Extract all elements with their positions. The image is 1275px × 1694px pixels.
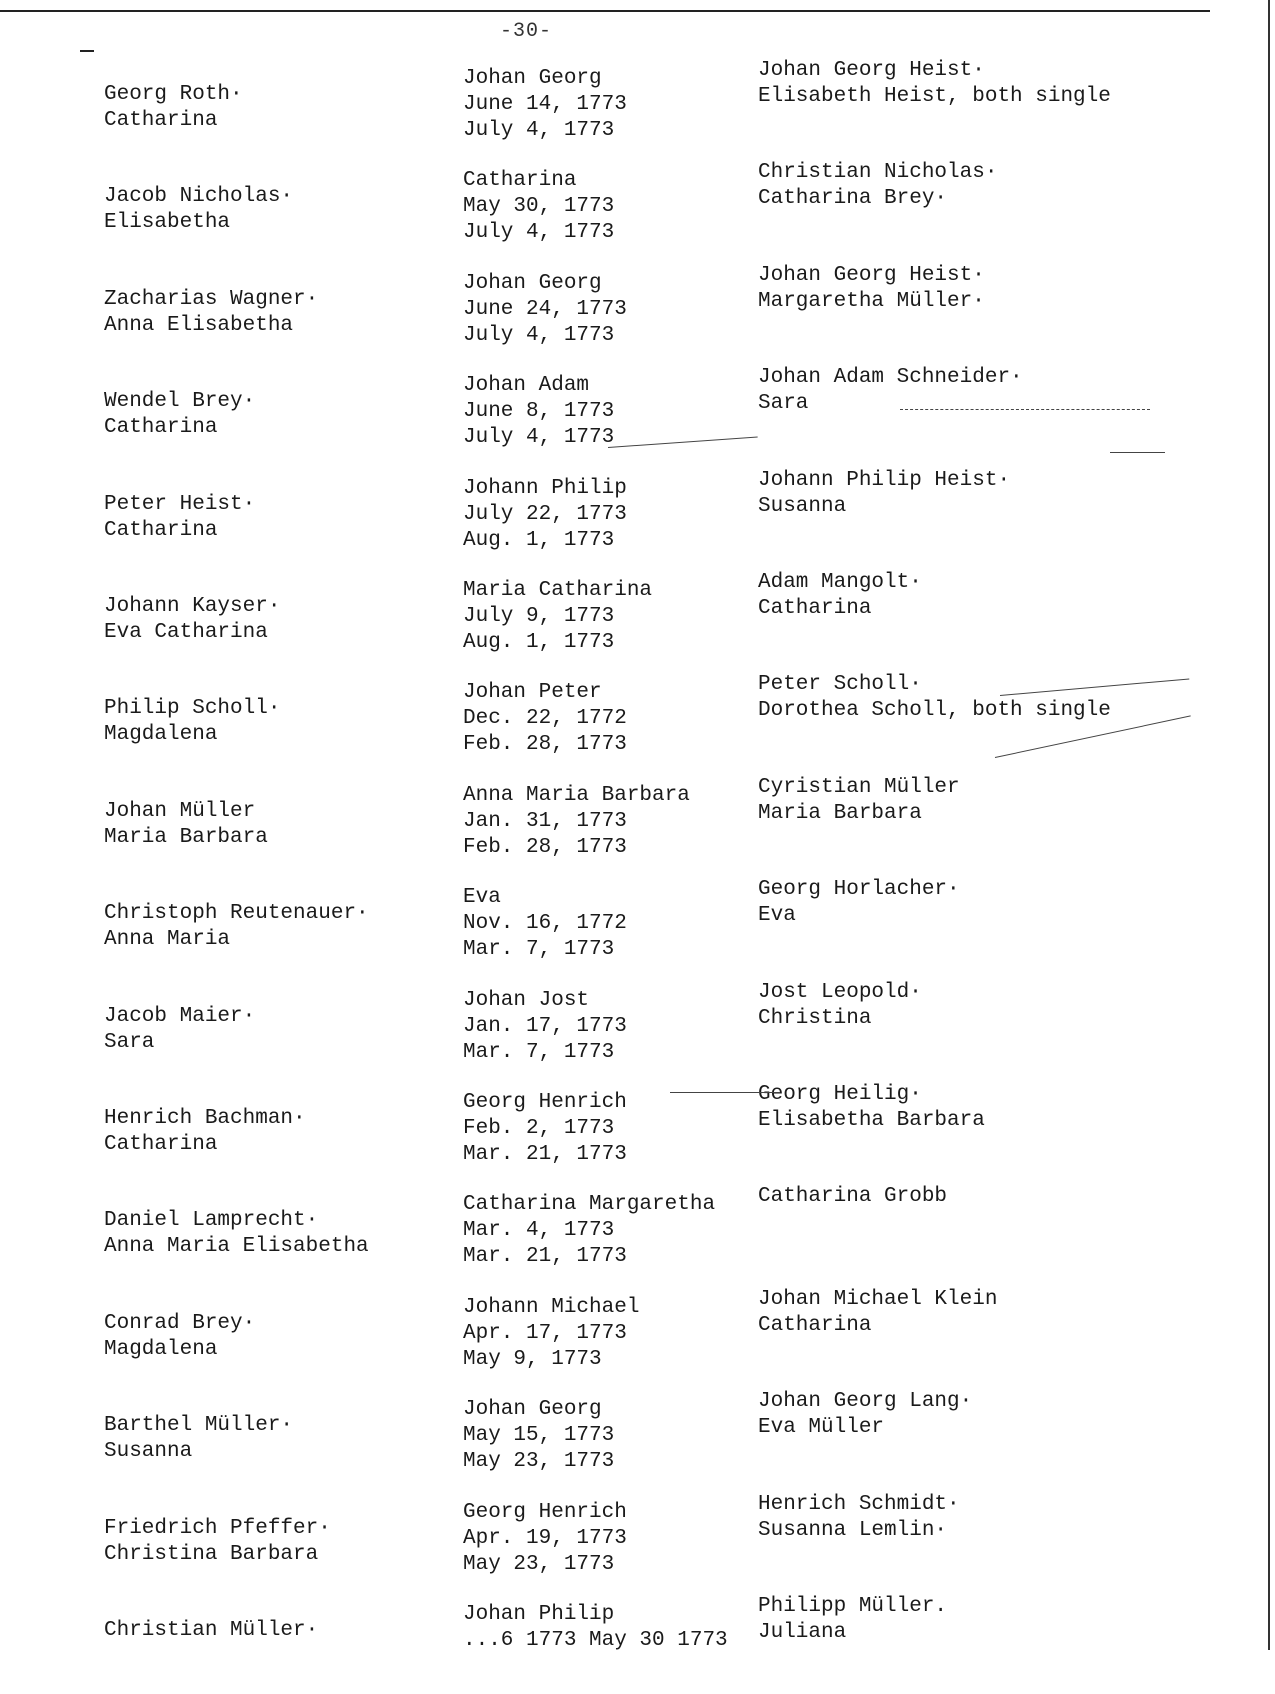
sponsor-name: Catharina Grobb: [758, 1185, 948, 1209]
register-entry: [0, 263, 1275, 363]
pen-stroke: [670, 1092, 780, 1093]
child-name: Johann Michael: [463, 1295, 640, 1319]
birth-date: Dec. 22, 1772: [463, 707, 627, 731]
sponsor-name: Dorothea Scholl, both single: [758, 699, 1111, 723]
sponsors: [758, 1184, 947, 1210]
birth-date: June 14, 1773: [463, 93, 627, 116]
sponsor-name: Johan Georg Heist·: [758, 263, 985, 287]
child-name: Johan Georg: [463, 271, 602, 295]
sponsors: [758, 570, 922, 622]
sponsors: [758, 672, 1111, 724]
baptism-date: Feb. 28, 1773: [463, 733, 627, 757]
margin-mark: [80, 50, 94, 52]
child: [463, 373, 614, 451]
parents: [104, 799, 268, 851]
sponsors: [758, 468, 1010, 520]
child: [463, 783, 690, 861]
child: [463, 168, 614, 246]
sponsor-name: Juliana: [758, 1621, 847, 1644]
birth-date: Jan. 17, 1773: [463, 1014, 627, 1038]
sponsors: [758, 1594, 947, 1646]
mother-name: Sara: [104, 1030, 155, 1054]
sponsor-name: Johan Georg Heist·: [758, 59, 985, 82]
register-entry: [0, 160, 1275, 260]
child: [463, 1295, 639, 1373]
birth-date: Nov. 16, 1772: [463, 912, 627, 936]
father-name: Wendel Brey·: [104, 390, 256, 414]
parents: [104, 1516, 331, 1568]
birth-date: July 9, 1773: [463, 605, 615, 628]
mother-name: Magdalena: [104, 1337, 218, 1361]
baptism-date: July 4, 1773: [463, 221, 615, 245]
sponsors: [758, 1082, 985, 1134]
sponsors: [758, 58, 1111, 110]
parents: [104, 1208, 369, 1260]
child: [463, 1500, 627, 1578]
sponsor-name: Christian Nicholas·: [758, 161, 998, 185]
sponsors: [758, 980, 922, 1032]
parents: [104, 1106, 306, 1158]
father-name: Philip Scholl·: [104, 697, 281, 721]
parents: [104, 492, 255, 544]
father-name: Johann Kayser·: [104, 595, 281, 618]
sponsor-name: Georg Horlacher·: [758, 878, 960, 902]
mother-name: Christina Barbara: [104, 1542, 319, 1566]
mother-name: Maria Barbara: [104, 825, 268, 849]
birth-date: July 22, 1773: [463, 502, 627, 526]
sponsors: [758, 263, 985, 315]
baptism-date: May 23, 1773: [463, 1552, 615, 1576]
sponsor-name: Johan Georg Lang·: [758, 1390, 973, 1414]
child: [463, 1090, 627, 1168]
baptism-date: July 4, 1773: [463, 426, 615, 450]
baptism-date: May 23, 1773: [463, 1450, 615, 1474]
baptism-date: Aug. 1, 1773: [463, 631, 615, 654]
sponsor-name: Christina: [758, 1006, 872, 1030]
child: [463, 1397, 614, 1475]
sponsor-name: Henrich Schmidt·: [758, 1492, 960, 1516]
sponsor-name: Johan Michael Klein: [758, 1287, 998, 1311]
father-name: Zacharias Wagner·: [104, 287, 319, 311]
mother-name: Elisabetha: [104, 211, 231, 235]
sponsor-name: Adam Mangolt·: [758, 571, 922, 594]
sponsor-name: Susanna Lemlin·: [758, 1518, 948, 1542]
sponsor-name: Georg Heilig·: [758, 1083, 922, 1106]
pen-stroke: [900, 409, 1150, 410]
father-name: Johan Müller: [104, 799, 256, 823]
child-name: Catharina Margaretha: [463, 1193, 716, 1217]
child: [463, 1602, 728, 1654]
sponsor-name: Eva: [758, 904, 796, 928]
father-name: Christian Müller·: [104, 1619, 319, 1642]
register-entry: [0, 468, 1275, 568]
sponsors: [758, 775, 960, 827]
parents: [104, 389, 255, 441]
child: [463, 680, 627, 758]
sponsor-name: Maria Barbara: [758, 801, 922, 825]
child-name: Eva: [463, 886, 501, 910]
father-name: Jacob Maier·: [104, 1004, 256, 1028]
sponsor-name: Johann Philip Heist·: [758, 468, 1011, 492]
parents: [104, 287, 318, 339]
parents: [104, 594, 280, 646]
child: [463, 578, 652, 656]
sponsor-name: Cyristian Müller: [758, 775, 960, 799]
child: [463, 1192, 715, 1270]
baptism-date: July 4, 1773: [463, 119, 615, 142]
parents: [104, 696, 280, 748]
sponsors: [758, 160, 997, 212]
child-name: Georg Henrich: [463, 1091, 627, 1114]
birth-date: May 15, 1773: [463, 1424, 615, 1448]
register-entry: [0, 775, 1275, 875]
sponsor-name: Susanna: [758, 494, 847, 518]
register-entry: [0, 58, 1275, 158]
sponsor-name: Elisabetha Barbara: [758, 1109, 985, 1132]
mother-name: Catharina: [104, 1133, 218, 1156]
child-name: Johan Georg: [463, 67, 602, 90]
father-name: Christoph Reutenauer·: [104, 902, 369, 926]
baptism-date: Mar. 7, 1773: [463, 1040, 615, 1064]
register-entry: [0, 980, 1275, 1080]
sponsor-name: Catharina: [758, 1313, 872, 1337]
page-number: -30-: [500, 20, 553, 43]
baptism-date: Mar. 21, 1773: [463, 1245, 627, 1269]
birth-date: Apr. 17, 1773: [463, 1321, 627, 1345]
register-entry: [0, 1184, 1275, 1284]
father-name: Conrad Brey·: [104, 1311, 256, 1335]
father-name: Friedrich Pfeffer·: [104, 1516, 331, 1540]
birth-date: Apr. 19, 1773: [463, 1526, 627, 1550]
register-entry: [0, 1594, 1275, 1694]
birth-date: Mar. 4, 1773: [463, 1219, 615, 1243]
sponsor-name: Catharina: [758, 597, 872, 620]
register-entry: [0, 1287, 1275, 1387]
child-name: Johan Philip: [463, 1603, 615, 1626]
sponsor-name: Margaretha Müller·: [758, 289, 985, 313]
sponsor-name: Catharina Brey·: [758, 187, 948, 211]
child-name: Georg Henrich: [463, 1500, 627, 1524]
baptism-date: Feb. 28, 1773: [463, 835, 627, 859]
child-name: Maria Catharina: [463, 579, 653, 602]
birth-date: Feb. 2, 1773: [463, 1117, 615, 1140]
mother-name: Catharina: [104, 416, 218, 440]
mother-name: Anna Elisabetha: [104, 313, 294, 337]
birth-date: May 30, 1773: [463, 195, 615, 219]
parents: [104, 901, 369, 953]
baptism-date: Mar. 21, 1773: [463, 1143, 627, 1166]
birth-date: June 24, 1773: [463, 297, 627, 321]
child-name: Johan Adam: [463, 374, 590, 398]
sponsor-name: Sara: [758, 392, 809, 416]
sponsor-name: Eva Müller: [758, 1416, 885, 1440]
sponsor-name: Elisabeth Heist, both single: [758, 85, 1111, 108]
mother-name: Susanna: [104, 1440, 193, 1464]
register-entry: [0, 570, 1275, 670]
baptism-date: Aug. 1, 1773: [463, 528, 615, 552]
parents: [104, 184, 293, 236]
mother-name: Anna Maria Elisabetha: [104, 1235, 369, 1259]
father-name: Henrich Bachman·: [104, 1107, 306, 1130]
sponsor-name: Johan Adam Schneider·: [758, 366, 1023, 390]
child-name: Johan Jost: [463, 988, 590, 1012]
sponsors: [758, 877, 960, 929]
mother-name: Catharina: [104, 109, 218, 132]
father-name: Jacob Nicholas·: [104, 185, 294, 209]
baptism-date: May 9, 1773: [463, 1347, 602, 1371]
child-name: Anna Maria Barbara: [463, 783, 690, 807]
child-name: Johan Peter: [463, 681, 602, 705]
sponsors: [758, 1287, 997, 1339]
mother-name: Eva Catharina: [104, 621, 268, 644]
mother-name: Anna Maria: [104, 928, 231, 952]
mother-name: Catharina: [104, 518, 218, 542]
child: [463, 988, 627, 1066]
parents: [104, 1618, 318, 1644]
child: [463, 66, 627, 144]
sponsor-name: Philipp Müller.: [758, 1595, 948, 1618]
top-rule: [0, 10, 1210, 12]
father-name: Georg Roth·: [104, 83, 243, 106]
parents: [104, 1311, 255, 1363]
child-name: Catharina: [463, 169, 577, 193]
sponsors: [758, 1389, 972, 1441]
birth-date: Jan. 31, 1773: [463, 809, 627, 833]
parents: [104, 1413, 293, 1465]
mother-name: Magdalena: [104, 723, 218, 747]
register-entry: [0, 877, 1275, 977]
child: [463, 271, 627, 349]
father-name: Peter Heist·: [104, 492, 256, 516]
child: [463, 885, 627, 963]
register-entry: [0, 1389, 1275, 1489]
birth-date: June 8, 1773: [463, 400, 615, 424]
register-entry: [0, 1082, 1275, 1182]
pen-stroke: [1110, 452, 1165, 453]
father-name: Barthel Müller·: [104, 1414, 294, 1438]
baptism-date: Mar. 7, 1773: [463, 938, 615, 962]
sponsor-name: Peter Scholl·: [758, 673, 922, 697]
parents: [104, 82, 243, 134]
register-entry: [0, 1492, 1275, 1592]
child-name: Johann Philip: [463, 476, 627, 500]
sponsor-name: Jost Leopold·: [758, 980, 922, 1004]
baptism-date: July 4, 1773: [463, 323, 615, 347]
parents: [104, 1004, 255, 1056]
sponsors: [758, 1492, 960, 1544]
register-entry: [0, 365, 1275, 465]
baptism-date: ...6 1773 May 30 1773: [463, 1629, 728, 1652]
child-name: Johan Georg: [463, 1398, 602, 1422]
child: [463, 476, 627, 554]
father-name: Daniel Lamprecht·: [104, 1209, 319, 1233]
